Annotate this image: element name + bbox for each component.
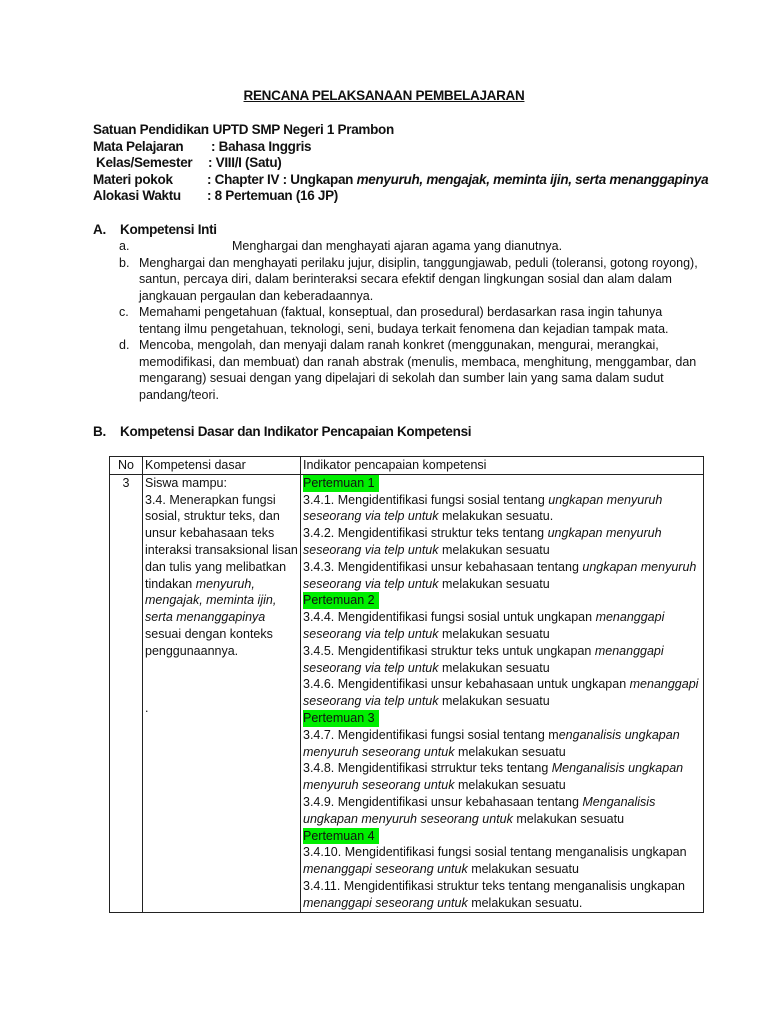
indicator-text: Mengidentifikasi fungsi sosial tentang xyxy=(334,492,549,507)
kd-text xyxy=(145,492,298,660)
section-b-heading xyxy=(93,424,471,439)
meta-row-alokasi xyxy=(93,188,339,205)
kompetensi-inti-list xyxy=(119,238,699,403)
list-text: Memahami pengetahuan (faktual, konseptual, dan prosedural) berdasarkan rasa ingin tahunya tentang ilmu pengetahuan, teknologi, seni, budaya terkait fenomena dan kejadian tampak mata. xyxy=(139,305,669,336)
indicator-item xyxy=(303,559,701,593)
meta-row-kelas xyxy=(93,155,282,172)
indicator-item xyxy=(303,727,701,761)
indicator-number: 3.4.5. xyxy=(303,643,335,658)
indicator-text: melakukan sesuatu xyxy=(438,542,550,557)
indicator-text: Mengidentifikasi struktur teks tentang xyxy=(334,526,548,541)
kd-trailing-mark: . xyxy=(145,700,149,715)
kd-text-italic: menyuruh, mengajak, meminta ijin, serta menanggapinya xyxy=(145,576,277,625)
indicator-text: Mengidentifikasi unsur kebahasaan tentang xyxy=(334,559,583,574)
indicator-italic: ungkapan menyuruh seseorang via telp untuk xyxy=(303,526,662,557)
meta-label: Alokasi Waktu xyxy=(93,188,181,203)
section-title: Kompetensi Dasar dan Indikator Pencapaian Kompetensi xyxy=(120,424,472,439)
indicator-italic: menanggapi seseorang untuk xyxy=(303,895,468,910)
indicator-text: melakukan sesuatu xyxy=(454,778,566,793)
indicator-italic: Menganalisis ungkapan menyuruh seseorang untuk xyxy=(303,761,684,793)
indicator-text: melakukan sesuatu. xyxy=(467,895,583,910)
meeting-block-1 xyxy=(303,475,701,593)
indicator-item xyxy=(303,525,701,559)
indicator-item xyxy=(303,609,701,643)
cell-kompetensi-dasar xyxy=(143,474,301,912)
indicator-number: 3.4.3. xyxy=(303,559,335,574)
indicator-text: Mengidentifikasi fungsi sosial tentang menganalisis ungkapan xyxy=(341,845,687,860)
indicator-number: 3.4.11. xyxy=(303,878,341,893)
meta-label: Materi pokok xyxy=(93,171,173,187)
indicator-italic: menanggapi seseorang via telp untuk xyxy=(303,643,664,675)
indicator-item xyxy=(303,878,701,912)
indicator-item xyxy=(303,643,701,677)
indicator-italic: Menganalisis ungkapan menyuruh seseorang untuk xyxy=(303,794,656,826)
meta-label: Mata Pelajaran xyxy=(93,138,184,154)
indicator-number: 3.4.10. xyxy=(303,845,342,860)
header-indikator: Indikator pencapaian kompetensi xyxy=(301,457,704,475)
indicator-item xyxy=(303,492,701,526)
list-item xyxy=(119,238,699,255)
list-text: Menghargai dan menghayati ajaran agama yang dianutnya. xyxy=(232,239,563,253)
header-no: No xyxy=(110,457,143,475)
section-title: Kompetensi Inti xyxy=(120,222,217,237)
indicator-item xyxy=(303,794,701,828)
indicator-item xyxy=(303,760,701,794)
meeting-label: Pertemuan 3 xyxy=(303,710,379,727)
meeting-block-2 xyxy=(303,592,701,710)
meeting-block-4 xyxy=(303,828,701,912)
cell-no: 3 xyxy=(110,474,143,912)
indicator-text: Mengidentifikasi struktur teks untuk ungkapan xyxy=(334,643,595,658)
list-item xyxy=(119,255,699,305)
indicator-italic: menanggapi seseorang via telp untuk xyxy=(303,677,699,709)
indicator-number: 3.4.9. xyxy=(303,794,335,809)
indicator-item xyxy=(303,676,701,710)
kompetensi-table xyxy=(109,456,704,913)
list-marker: c. xyxy=(119,305,129,319)
indicator-text: melakukan sesuatu xyxy=(467,862,579,877)
indicator-italic: ungkapan menyuruh seseorang via telp untuk xyxy=(303,559,697,591)
identity-block xyxy=(93,122,709,205)
list-marker: b. xyxy=(119,255,130,270)
table-row xyxy=(110,474,704,912)
meta-value xyxy=(207,172,708,189)
meta-value: : Bahasa Inggris xyxy=(211,138,312,154)
indicator-text: Mengidentifikasi fungsi sosial tentang m xyxy=(334,727,559,742)
indicator-text: melakukan sesuatu xyxy=(438,576,550,591)
indicator-number: 3.4.7. xyxy=(303,727,335,742)
list-item xyxy=(119,337,699,403)
indicator-text: melakukan sesuatu xyxy=(438,694,550,709)
meta-label: Kelas/Semester xyxy=(96,155,193,170)
indicator-text: Mengidentifikasi unsur kebahasaan tentang xyxy=(334,794,583,809)
header-kompetensi-dasar: Kompetensi dasar xyxy=(143,457,301,475)
indicator-text: melakukan sesuatu xyxy=(512,811,625,826)
meeting-block-3 xyxy=(303,710,701,828)
indicator-italic: menanggapi seseorang via telp untuk xyxy=(303,610,665,641)
indicator-text: melakukan sesuatu xyxy=(438,660,550,675)
meeting-label: Pertemuan 2 xyxy=(303,592,379,609)
list-text: Mencoba, mengolah, dan menyaji dalam ranah konkret (menggunakan, mengurai, merangkai, memodifikasi, dan membuat) dan ranah abstrak (menulis, membaca, menghitung, menggambar, dan mengarang) sesuai dengan yang dipelajari di sekolah dan sumber lain yang sama dalam sudut pandang/teori. xyxy=(139,338,697,402)
indicator-text: Mengidentifikasi unsur kebahasaan untuk ungkapan xyxy=(334,677,630,692)
indicator-number: 3.4.4. xyxy=(303,610,335,625)
section-a-heading xyxy=(93,222,217,237)
indicator-number: 3.4.1. xyxy=(303,492,335,507)
meta-row-mapel xyxy=(93,138,312,156)
section-letter: A. xyxy=(93,222,106,237)
indicator-text: melakukan sesuatu xyxy=(454,744,566,759)
indicator-italic: enganalisis ungkapan menyuruh seseorang untuk xyxy=(303,727,680,759)
cell-indikator xyxy=(301,474,704,912)
indicator-text: melakukan sesuatu. xyxy=(438,509,554,524)
meta-value-italic: menyuruh, mengajak, meminta ijin, serta menanggapinya xyxy=(356,171,709,187)
indicator-text: Mengidentifikasi strruktur teks tentang xyxy=(334,761,552,776)
meta-value: : VIII/I (Satu) xyxy=(208,155,282,170)
meta-label: Satuan Pendidikan xyxy=(93,122,209,137)
list-marker: d. xyxy=(119,338,130,352)
indicator-number: 3.4.8. xyxy=(303,761,335,776)
list-marker: a. xyxy=(119,239,130,253)
section-letter: B. xyxy=(93,424,106,439)
indicator-number: 3.4.2. xyxy=(303,526,335,541)
indicator-text: melakukan sesuatu xyxy=(438,626,550,641)
indicator-italic: menanggapi seseorang untuk xyxy=(303,862,468,877)
meta-value: : 8 Pertemuan (16 JP) xyxy=(207,188,339,203)
indicator-italic: ungkapan menyuruh seseorang via telp untuk xyxy=(303,492,663,524)
kd-text-plain: 3.4. Menerapkan fungsi sosial, struktur teks, dan unsur kebahasaan teks interaksi transaksional lisan dan tulis yang melibatkan tindakan xyxy=(145,492,298,591)
meta-row-satuan xyxy=(93,122,394,139)
table-header-row xyxy=(110,457,704,475)
kd-text-plain: sesuai dengan konteks penggunaannya. xyxy=(145,626,273,658)
meta-row-materi xyxy=(93,171,709,189)
list-text: Menghargai dan menghayati perilaku jujur, disiplin, tanggungjawab, peduli (toleransi, gotong royong), santun, percaya diri, dalam berinteraksi secara efektif dengan lingkungan sosial dan alam dalam jangkauan pergaulan dan keberadaannya. xyxy=(139,255,698,303)
meta-value-plain: : Chapter IV : Ungkapan xyxy=(207,171,357,187)
meeting-label: Pertemuan 1 xyxy=(303,475,379,492)
indicator-text: Mengidentifikasi fungsi sosial untuk ungkapan xyxy=(334,610,596,625)
indicator-item xyxy=(303,844,701,878)
indicator-number: 3.4.6. xyxy=(303,677,335,692)
list-item xyxy=(119,304,699,337)
meta-value: : UPTD SMP Negeri 1 Prambon xyxy=(205,122,394,137)
indicator-text: Mengidentifikasi struktur teks tentang menganalisis ungkapan xyxy=(340,878,685,893)
kd-intro: Siswa mampu: xyxy=(145,475,227,490)
document-title: RENCANA PELAKSANAAN PEMBELAJARAN xyxy=(243,88,525,103)
meeting-label: Pertemuan 4 xyxy=(303,828,379,845)
